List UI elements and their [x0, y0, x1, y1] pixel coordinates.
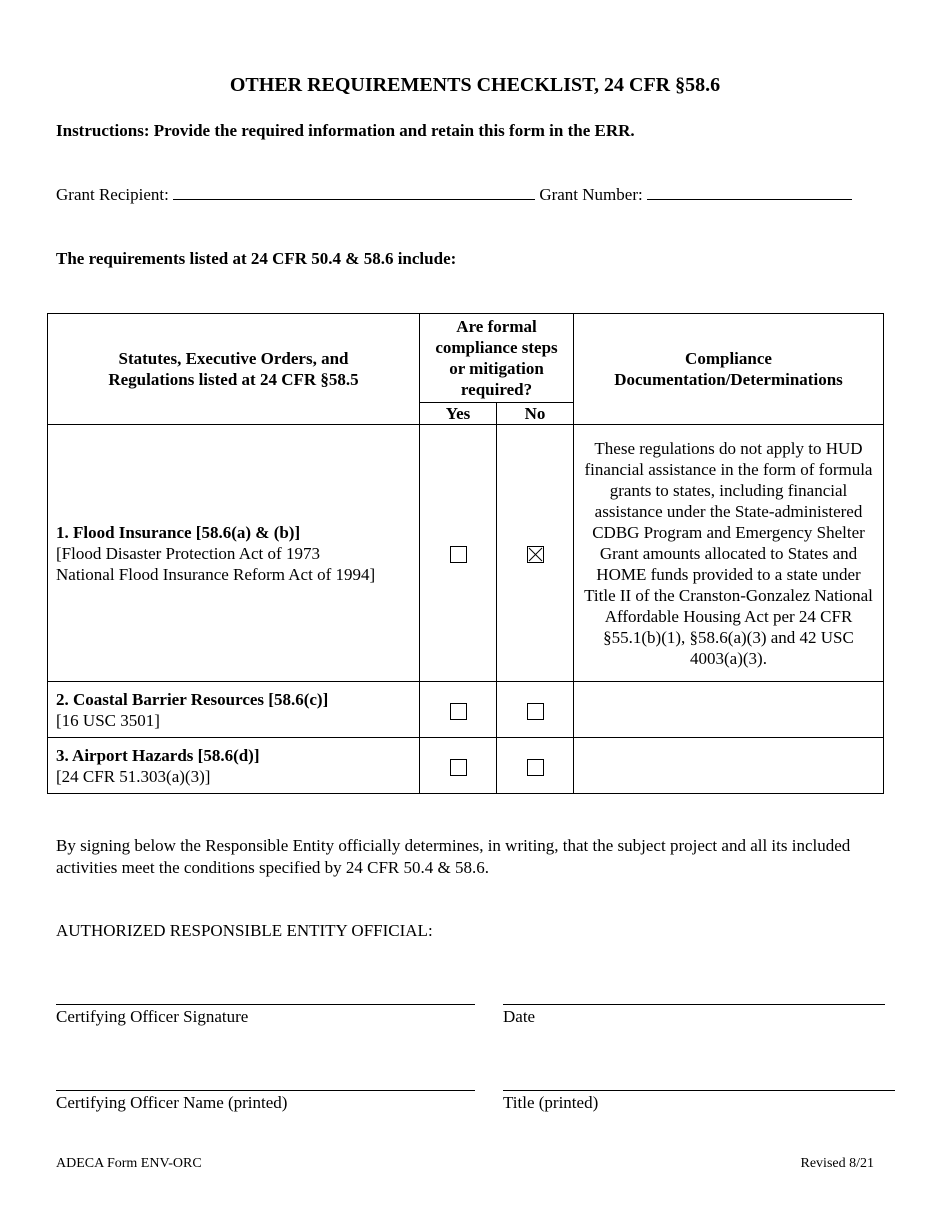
no-checkbox[interactable]: [527, 703, 544, 720]
statute-reference: [16 USC 3501]: [56, 710, 160, 730]
statute-name: 2. Coastal Barrier Resources [58.6(c)]: [56, 689, 329, 709]
statute-cell: [48, 425, 420, 682]
grant-info-line: [56, 185, 852, 205]
grant-recipient-field[interactable]: [173, 185, 535, 200]
authorized-official-label: AUTHORIZED RESPONSIBLE ENTITY OFFICIAL:: [56, 921, 433, 940]
statute-cell: [48, 682, 420, 738]
form-title: OTHER REQUIREMENTS CHECKLIST, 24 CFR §58.6: [229, 74, 721, 96]
certification-statement: By signing below the Responsible Entity officially determines, in writing, that the subject project and all its included activities meet the conditions specified by 24 CFR 50.4 & 58.6.: [56, 836, 851, 877]
statute-reference: [Flood Disaster Protection Act of 1973: [56, 543, 320, 563]
printed-title-line[interactable]: [503, 1090, 895, 1091]
yes-checkbox[interactable]: [450, 546, 467, 563]
requirements-table: [47, 313, 884, 794]
grant-number-label: Grant Number:: [539, 185, 643, 204]
form-id: ADECA Form ENV-ORC: [56, 1156, 202, 1171]
requirements-intro: The requirements listed at 24 CFR 50.4 & 58.6 include:: [56, 249, 457, 268]
revision-date: Revised 8/21: [800, 1156, 874, 1171]
date-label: Date: [503, 1007, 536, 1026]
grant-recipient-label: Grant Recipient:: [56, 185, 169, 204]
compliance-determination[interactable]: These regulations do not apply to HUD financial assistance in the form of formula grants to states, including financial assistance under the State-administered CDBG Program and Emergency Shelter Grant amounts allocated to States and HOME funds provided to a state under Title II of the Cranston-Gonzalez National Affordable Housing Act per 24 CFR §55.1(b)(1), §58.6(a)(3) and 42 USC 4003(a)(3).: [574, 425, 884, 682]
date-line[interactable]: [503, 1004, 885, 1005]
table-row: [48, 738, 884, 794]
printed-name-line[interactable]: [56, 1090, 475, 1091]
compliance-determination[interactable]: [574, 738, 884, 794]
compliance-determination[interactable]: [574, 682, 884, 738]
statute-cell: [48, 738, 420, 794]
signature-line[interactable]: [56, 1004, 475, 1005]
check-x-icon: [528, 547, 543, 562]
header-yes: Yes: [420, 403, 497, 425]
no-checkbox[interactable]: [527, 546, 544, 563]
yes-checkbox[interactable]: [450, 759, 467, 776]
header-compliance: Compliance Documentation/Determinations: [574, 314, 884, 425]
statute-reference: [24 CFR 51.303(a)(3)]: [56, 766, 211, 786]
instructions: Instructions: Provide the required information and retain this form in the ERR.: [56, 121, 635, 140]
yes-checkbox[interactable]: [450, 703, 467, 720]
grant-number-field[interactable]: [647, 185, 852, 200]
statute-name: 3. Airport Hazards [58.6(d)]: [56, 745, 260, 765]
no-checkbox[interactable]: [527, 759, 544, 776]
printed-title-label: Title (printed): [503, 1093, 599, 1112]
printed-name-label: Certifying Officer Name (printed): [56, 1093, 288, 1112]
table-row: [48, 425, 884, 682]
header-statutes: Statutes, Executive Orders, and Regulations listed at 24 CFR §58.5: [48, 314, 420, 425]
table-row: [48, 682, 884, 738]
statute-name: 1. Flood Insurance [58.6(a) & (b)]: [56, 522, 301, 542]
header-no: No: [497, 403, 574, 425]
signature-label: Certifying Officer Signature: [56, 1007, 249, 1026]
statute-reference: National Flood Insurance Reform Act of 1994]: [56, 564, 376, 584]
header-mitigation-question: Are formal compliance steps or mitigation required?: [420, 314, 574, 403]
